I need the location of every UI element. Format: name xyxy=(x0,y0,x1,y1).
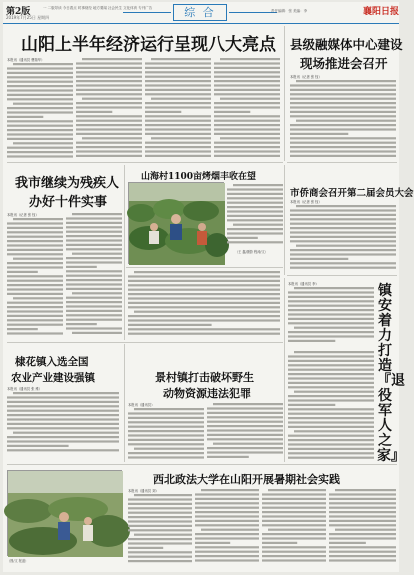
row-divider xyxy=(7,464,397,465)
university-body-col-1 xyxy=(128,493,192,567)
agri-body xyxy=(7,391,119,457)
newspaper-logo: 襄阳日报 xyxy=(363,7,400,17)
wildlife-headline-1: 景村镇打击破坏野生 xyxy=(155,371,254,384)
veterans-body-bottom xyxy=(288,350,374,462)
column-divider xyxy=(284,278,285,462)
veterans-body-top xyxy=(288,286,374,346)
lead-body-col-3 xyxy=(145,57,211,160)
chamber-body xyxy=(290,204,396,272)
agri-byline: 本报讯（通讯员 张 维） xyxy=(7,387,43,391)
disabled-body-col-2 xyxy=(66,212,122,337)
field-activity-image xyxy=(8,471,123,557)
media-center-byline: 本报讯（记者 张 钰） xyxy=(290,75,322,79)
disabled-headline-1: 我市继续为残疾人 xyxy=(15,176,120,191)
disabled-body-col-1 xyxy=(7,217,63,337)
editor-credit: 责任编辑：张 美编：李 xyxy=(271,9,308,13)
wildlife-byline: 本报讯（通讯员） xyxy=(128,403,155,407)
header-nav: 一 二版导读 今日看点 时事财经 地方要闻 社会民生 文化体育 专刊广告 xyxy=(43,6,153,10)
newspaper-page xyxy=(3,2,414,572)
mid-body xyxy=(128,270,280,340)
veterans-byline: 本报讯（通讯员 李） xyxy=(288,282,319,286)
university-body-col-3 xyxy=(262,488,326,567)
lead-byline: 本报讯（通讯员 曹瑞华） xyxy=(7,58,45,62)
page-number: 第2版 xyxy=(6,7,31,17)
lead-headline: 山阳上半年经济运行呈现八大亮点 xyxy=(21,35,276,55)
section-label: 综 合 xyxy=(173,4,227,21)
row-divider xyxy=(126,267,283,268)
university-body-col-2 xyxy=(195,488,259,567)
lead-body-col-2 xyxy=(76,57,142,160)
veterans-headline: 镇安着力打造『退役军人之家』 xyxy=(377,283,405,464)
header-rule-right xyxy=(229,12,277,13)
wildlife-headline-2: 动物资源违法犯罪 xyxy=(163,387,251,400)
row-divider xyxy=(7,342,283,343)
disabled-headline-2: 办好十件实事 xyxy=(29,195,108,210)
row-divider xyxy=(287,275,397,276)
harvest-headline: 山海村1100亩烤烟丰收在望 xyxy=(141,172,257,182)
chamber-headline: 市侨商会召开第二届会员大会 xyxy=(290,188,414,199)
row-divider xyxy=(287,162,397,163)
tobacco-field-image xyxy=(129,183,225,265)
university-byline: 本报讯（通讯员 刘） xyxy=(128,489,159,493)
disabled-byline: 本报讯（记者 张 钰） xyxy=(7,213,39,217)
header-divider xyxy=(3,23,399,24)
lead-body-col-4 xyxy=(214,57,280,160)
column-divider xyxy=(124,344,125,462)
media-center-headline-1: 县级融媒体中心建设 xyxy=(290,37,403,52)
wildlife-body-col-1 xyxy=(128,407,204,461)
agri-headline-1: 棣花镇入选全国 xyxy=(15,356,89,368)
harvest-text xyxy=(227,183,283,247)
chamber-byline: 本报讯（记者 张 钰） xyxy=(290,200,322,204)
row-divider xyxy=(7,162,283,163)
page-header xyxy=(3,2,399,24)
university-headline: 西北政法大学在山阳开展暑期社会实践 xyxy=(153,473,340,486)
header-rule-left xyxy=(123,12,171,13)
lead-body-col-1 xyxy=(7,62,73,160)
media-center-headline-2: 现场推进会召开 xyxy=(300,56,388,71)
media-center-body xyxy=(290,79,396,159)
university-body-col-4 xyxy=(329,488,396,567)
page-date: 2019年7月25日 星期四 xyxy=(6,15,50,20)
agri-headline-2: 农业产业建设强镇 xyxy=(11,372,95,384)
column-divider xyxy=(284,165,285,275)
bottom-left-photo xyxy=(7,470,122,556)
wildlife-body-col-2 xyxy=(207,402,283,461)
bottom-left-caption: （图/文 报道） xyxy=(7,559,29,563)
harvest-caption: （王 鑫/摄影 程涛/文） xyxy=(235,250,268,254)
column-divider xyxy=(124,165,125,340)
harvest-photo xyxy=(128,182,224,264)
column-divider xyxy=(284,26,285,161)
